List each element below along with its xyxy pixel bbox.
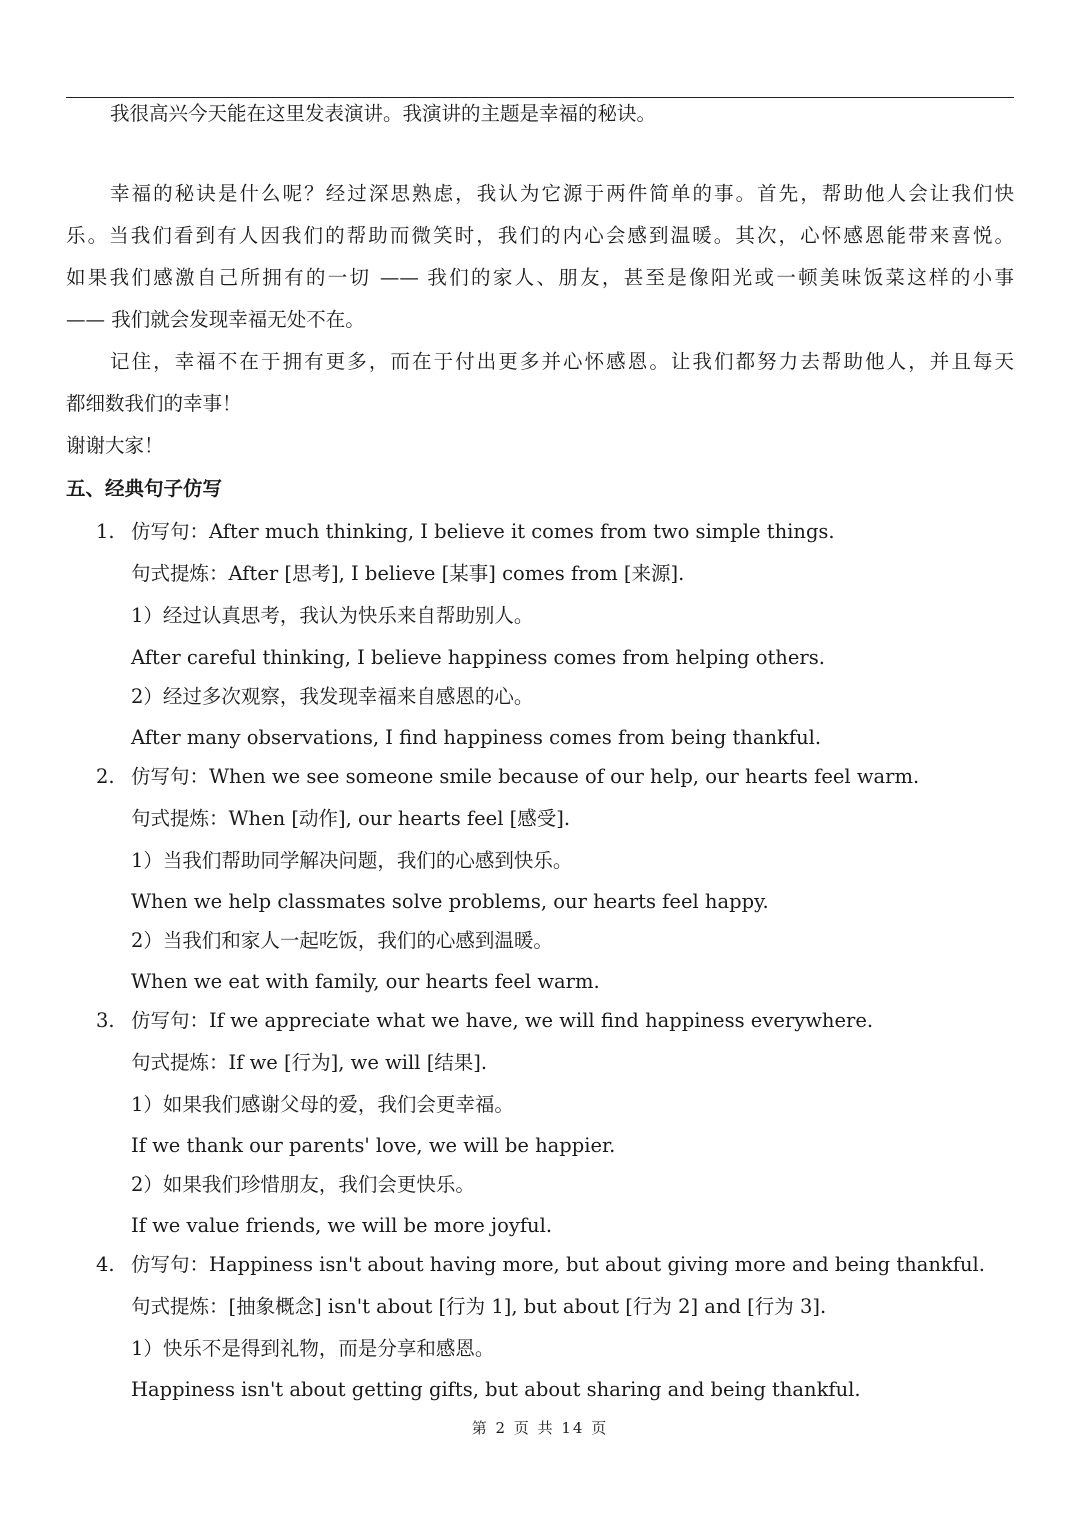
example-chinese: 2）如果我们珍惜朋友，我们会更快乐。 xyxy=(131,1173,475,1196)
model-sentence: 仿写句：Happiness isn't about having more, but about giving more and being thankful. xyxy=(131,1253,985,1276)
model-sentence: 仿写句：After much thinking, I believe it comes from two simple things. xyxy=(131,520,835,543)
example-english: If we thank our parents' love, we will be happier. xyxy=(131,1134,616,1157)
model-sentence: 仿写句：When we see someone smile because of our help, our hearts feel warm. xyxy=(131,765,920,788)
example-chinese: 1）快乐不是得到礼物，而是分享和感恩。 xyxy=(131,1337,495,1360)
speech-paragraph-1-line: 乐。当我们看到有人因我们的帮助而微笑时，我们的内心会感到温暖。其次，心怀感恩能带来喜悦。 xyxy=(66,224,1014,247)
item-number: 3. xyxy=(96,1009,115,1032)
speech-paragraph-2-line: 都细数我们的幸事！ xyxy=(66,392,242,415)
sentence-pattern: 句式提炼：[抽象概念] isn't about [行为 1], but about [行为 2] and [行为 3]. xyxy=(131,1295,827,1318)
item-number: 2. xyxy=(96,765,115,788)
sentence-pattern: 句式提炼：When [动作], our hearts feel [感受]. xyxy=(131,807,571,830)
sentence-pattern: 句式提炼：After [思考], I believe [某事] comes from [来源]. xyxy=(131,562,685,585)
example-chinese: 2）经过多次观察，我发现幸福来自感恩的心。 xyxy=(131,685,534,708)
speech-closing: 谢谢大家！ xyxy=(66,434,164,457)
speech-opening: 我很高兴今天能在这里发表演讲。我演讲的主题是幸福的秘诀。 xyxy=(110,102,657,125)
item-number: 4. xyxy=(96,1253,115,1276)
example-english: When we help classmates solve problems, our hearts feel happy. xyxy=(131,890,769,913)
example-chinese: 1）经过认真思考，我认为快乐来自帮助别人。 xyxy=(131,604,534,627)
example-chinese: 2）当我们和家人一起吃饭，我们的心感到温暖。 xyxy=(131,929,553,952)
section-title: 五、经典句子仿写 xyxy=(66,477,223,500)
sentence-pattern: 句式提炼：If we [行为], we will [结果]. xyxy=(131,1051,488,1074)
example-english: If we value friends, we will be more joyful. xyxy=(131,1214,553,1237)
speech-paragraph-1-line: 幸福的秘诀是什么呢？经过深思熟虑，我认为它源于两件简单的事。首先，帮助他人会让我们快 xyxy=(110,182,1014,205)
speech-paragraph-2-line: 记住，幸福不在于拥有更多，而在于付出更多并心怀感恩。让我们都努力去帮助他人，并且每天 xyxy=(110,350,1014,373)
speech-paragraph-1-line: 如果我们感激自己所拥有的一切 —— 我们的家人、朋友，甚至是像阳光或一顿美味饭菜这样的小事 xyxy=(66,266,1014,289)
example-english: When we eat with family, our hearts feel warm. xyxy=(131,970,600,993)
speech-paragraph-1-line: —— 我们就会发现幸福无处不在。 xyxy=(66,308,365,331)
item-number: 1. xyxy=(96,520,115,543)
model-sentence: 仿写句：If we appreciate what we have, we will find happiness everywhere. xyxy=(131,1009,874,1032)
header-rule xyxy=(66,97,1014,98)
example-english: Happiness isn't about getting gifts, but about sharing and being thankful. xyxy=(131,1378,861,1401)
example-chinese: 1）当我们帮助同学解决问题，我们的心感到快乐。 xyxy=(131,849,573,872)
example-chinese: 1）如果我们感谢父母的爱，我们会更幸福。 xyxy=(131,1093,514,1116)
page-number-footer: 第 2 页 共 14 页 xyxy=(471,1419,609,1437)
example-english: After many observations, I find happiness comes from being thankful. xyxy=(131,726,822,749)
example-english: After careful thinking, I believe happiness comes from helping others. xyxy=(131,646,825,669)
